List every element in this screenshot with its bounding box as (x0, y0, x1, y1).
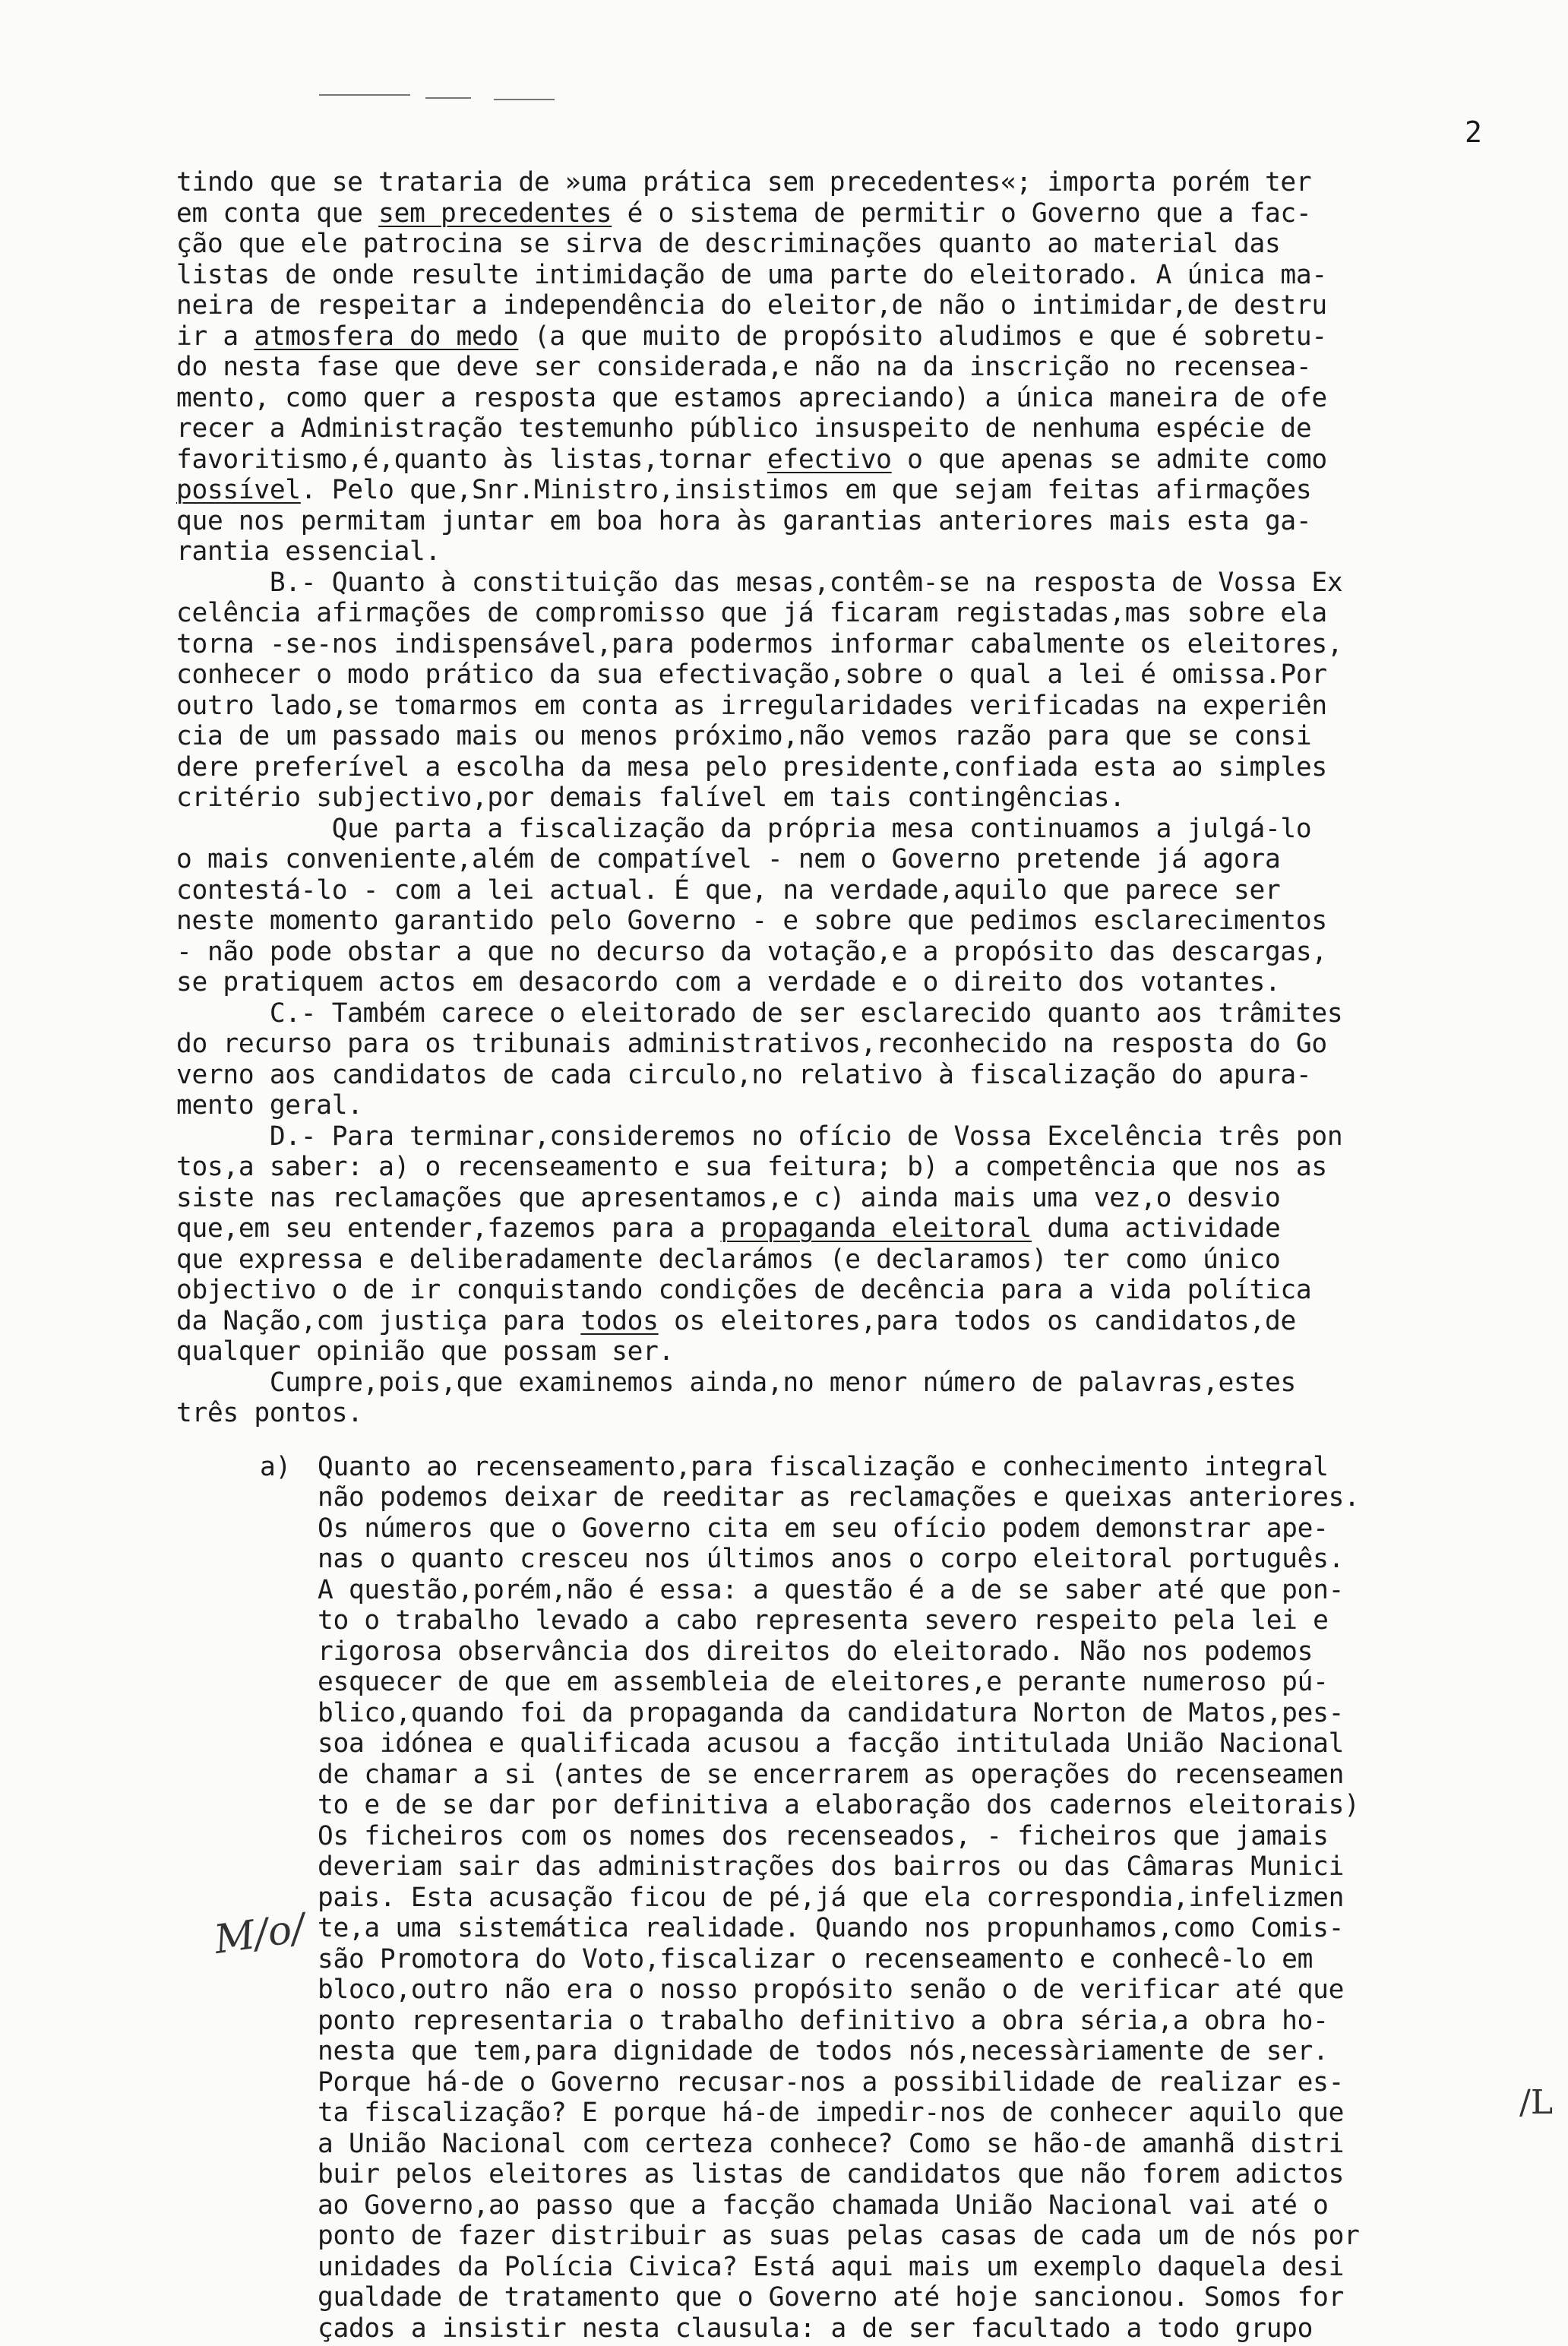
text-line: unidades da Polícia Civica? Está aqui mais um exemplo daquela desi (318, 2251, 1345, 2282)
text-line: rigorosa observância dos direitos do eleitorado. Não nos podemos (318, 1636, 1314, 1667)
item-a-text (176, 1452, 1544, 2344)
text-line: ponto representaria o trabalho definitivo a obra séria,a obra ho- (318, 2005, 1329, 2036)
text-line: B.- Quanto à constituição das mesas,contêm-se na resposta de Vossa Ex (176, 567, 1343, 598)
text-line: que expressa e deliberadamente declarámos (e declaramos) ter como único (176, 1244, 1281, 1275)
text-line: pais. Esta acusação ficou de pé,já que ela correspondia,infelizmen (318, 1882, 1345, 1913)
text-line: o mais conveniente,além de compatível - nem o Governo pretende já agora (176, 844, 1281, 874)
text-line: verno aos candidatos de cada circulo,no relativo à fiscalização do apura- (176, 1059, 1312, 1090)
top-scratch-mark (319, 94, 410, 96)
text-line: objectivo o de ir conquistando condições de decência para a vida política (176, 1275, 1312, 1305)
text-line: çados a insistir nesta clausula: a de ser facultado a todo grupo (318, 2313, 1314, 2344)
text-line: tindo que se trataria de »uma prática sem precedentes«; importa porém ter (176, 167, 1312, 198)
text-line: deveriam sair das administrações dos bairros ou das Câmaras Munici (318, 1851, 1345, 1882)
text-line: soa idónea e qualificada acusou a facção intitulada União Nacional (318, 1728, 1345, 1759)
text-line: são Promotora do Voto,fiscalizar o recenseamento e conhecê-lo em (318, 1943, 1314, 1974)
item-a-marker: a) (260, 1451, 291, 1482)
letter-body (176, 167, 1544, 2344)
text-line: to e de se dar por definitiva a elaboração dos cadernos eleitorais) (318, 1790, 1360, 1820)
text-line: - não pode obstar a que no decurso da votação,e a propósito das descargas, (176, 936, 1327, 967)
text-line: que,em seu entender,fazemos para a propaganda eleitoral duma actividade (176, 1213, 1281, 1244)
text-line: possível. Pelo que,Snr.Ministro,insistimos em que sejam feitas afirmações (176, 475, 1312, 505)
text-line: em conta que sem precedentes é o sistema de permitir o Governo que a fac- (176, 198, 1312, 229)
text-line: Que parta a fiscalização da própria mesa continuamos a julgá-lo (176, 813, 1312, 844)
handwritten-note: M/o/ (211, 1905, 308, 1964)
text-line: A questão,porém,não é essa: a questão é a de se saber até que pon- (318, 1574, 1345, 1605)
text-line: Os números que o Governo cita em seu ofício podem demonstrar ape- (318, 1513, 1329, 1544)
text-line: conhecer o modo prático da sua efectivação,sobre o qual a lei é omissa.Por (176, 659, 1327, 690)
text-line: critério subjectivo,por demais falível em tais contingências. (176, 783, 1125, 813)
text-line: Cumpre,pois,que examinemos ainda,no menor número de palavras,estes (176, 1367, 1296, 1398)
text-line: contestá-lo - com a lei actual. É que, na verdade,aquilo que parece ser (176, 874, 1281, 906)
text-line: ir a atmosfera do medo (a que muito de propósito aludimos e que é sobretu- (176, 321, 1327, 352)
text-line: buir pelos eleitores as listas de candidatos que não forem adictos (318, 2159, 1345, 2189)
text-line: siste nas reclamações que apresentamos,e c) ainda mais uma vez,o desvio (176, 1182, 1281, 1213)
text-line: ta fiscalização? E porque há-de impedir-nos de conhecer aquilo que (318, 2098, 1345, 2128)
item-a-block (176, 1452, 1544, 2344)
text-line: da Nação,com justiça para todos os eleitores,para todos os candidatos,de (176, 1305, 1296, 1336)
text-line: mento, como quer a resposta que estamos apreciando) a única maneira de ofe (176, 382, 1327, 413)
text-line: qualquer opinião que possam ser. (176, 1336, 675, 1367)
text-line: a União Nacional com certeza conhece? Como se hão-de amanhã distri (318, 2128, 1345, 2159)
text-line: torna -se-nos indispensável,para podermos informar cabalmente os eleitores, (176, 628, 1343, 659)
text-line: ponto de fazer distribuir as suas pelas casas de cada um de nós por (318, 2221, 1360, 2251)
text-line: C.- Também carece o eleitorado de ser esclarecido quanto aos trâmites (176, 998, 1343, 1029)
text-line: ao Governo,ao passo que a facção chamada União Nacional vai até o (318, 2189, 1329, 2221)
text-line: Porque há-de o Governo recusar-nos a possibilidade de realizar es- (318, 2066, 1345, 2098)
text-line: do nesta fase que deve ser considerada,e não na da inscrição no recensea- (176, 352, 1312, 382)
text-line: celência afirmações de compromisso que já ficaram registadas,mas sobre ela (176, 598, 1327, 628)
text-line: listas de onde resulte intimidação de uma parte do eleitorado. A única ma- (176, 259, 1327, 290)
underlined-phrase: todos (580, 1305, 659, 1336)
text-line: blico,quando foi da propaganda da candidatura Norton de Matos,pes- (318, 1697, 1345, 1728)
text-line: de chamar a si (antes de se encerrarem as operações do recenseamen (318, 1759, 1345, 1790)
text-line: te,a uma sistemática realidade. Quando nos propunhamos,como Comis- (318, 1913, 1345, 1943)
underlined-phrase: efectivo (767, 444, 892, 475)
text-line: cia de um passado mais ou menos próximo,não vemos razão para que se consi (176, 721, 1312, 751)
text-line: outro lado,se tomarmos em conta as irregularidades verificadas na experiên (176, 690, 1327, 721)
text-line: nas o quanto cresceu nos últimos anos o corpo eleitoral português. (318, 1544, 1345, 1574)
text-line: se pratiquem actos em desacordo com a verdade e o direito dos votantes. (176, 967, 1281, 998)
margin-mark: /L (1519, 2083, 1554, 2122)
text-line: to o trabalho levado a cabo representa severo respeito pela lei e (318, 1605, 1329, 1636)
underlined-phrase: propaganda eleitoral (720, 1213, 1032, 1244)
text-line: neste momento garantido pelo Governo - e sobre que pedimos esclarecimentos (176, 906, 1327, 936)
text-line: do recurso para os tribunais administrativos,reconhecido na resposta do Go (176, 1029, 1327, 1059)
body-paragraphs (176, 167, 1544, 1429)
text-line: bloco,outro não era o nosso propósito senão o de verificar até que (318, 1974, 1345, 2005)
page-number: 2 (1465, 115, 1482, 149)
text-line: dere preferível a escolha da mesa pelo presidente,confiada esta ao simples (176, 751, 1327, 783)
text-line: que nos permitam juntar em boa hora às garantias anteriores mais esta ga- (176, 505, 1312, 536)
text-line: tos,a saber: a) o recenseamento e sua feitura; b) a competência que nos as (176, 1152, 1327, 1182)
top-scratch-mark (425, 97, 471, 99)
text-line: rantia essencial. (176, 536, 441, 567)
text-line: Os ficheiros com os nomes dos recenseados, - ficheiros que jamais (318, 1820, 1329, 1851)
underlined-phrase: possível (176, 475, 301, 505)
top-scratch-mark (494, 99, 555, 100)
text-line: D.- Para terminar,consideremos no ofício de Vossa Excelência três pon (176, 1121, 1343, 1152)
text-line: esquecer de que em assembleia de eleitores,e perante numeroso pú- (318, 1667, 1329, 1697)
underlined-phrase: sem precedentes (378, 198, 612, 229)
text-line: ção que ele patrocina se sirva de descriminações quanto ao material das (176, 229, 1281, 259)
text-line: favoritismo,é,quanto às listas,tornar efectivo o que apenas se admite como (176, 444, 1327, 475)
text-line: neira de respeitar a independência do eleitor,de não o intimidar,de destru (176, 290, 1327, 321)
text-line: três pontos. (176, 1398, 363, 1428)
text-line: Quanto ao recenseamento,para fiscalização e conhecimento integral (318, 1451, 1329, 1482)
text-line: nesta que tem,para dignidade de todos nós,necessàriamente de ser. (318, 2036, 1329, 2066)
text-line: recer a Administração testemunho público insuspeito de nenhuma espécie de (176, 413, 1312, 444)
text-line: gualdade de tratamento que o Governo até hoje sancionou. Somos for (318, 2282, 1345, 2313)
text-line: mento geral. (176, 1090, 363, 1121)
text-line: não podemos deixar de reeditar as reclamações e queixas anteriores. (318, 1482, 1360, 1513)
underlined-phrase: atmosfera do medo (254, 321, 519, 352)
